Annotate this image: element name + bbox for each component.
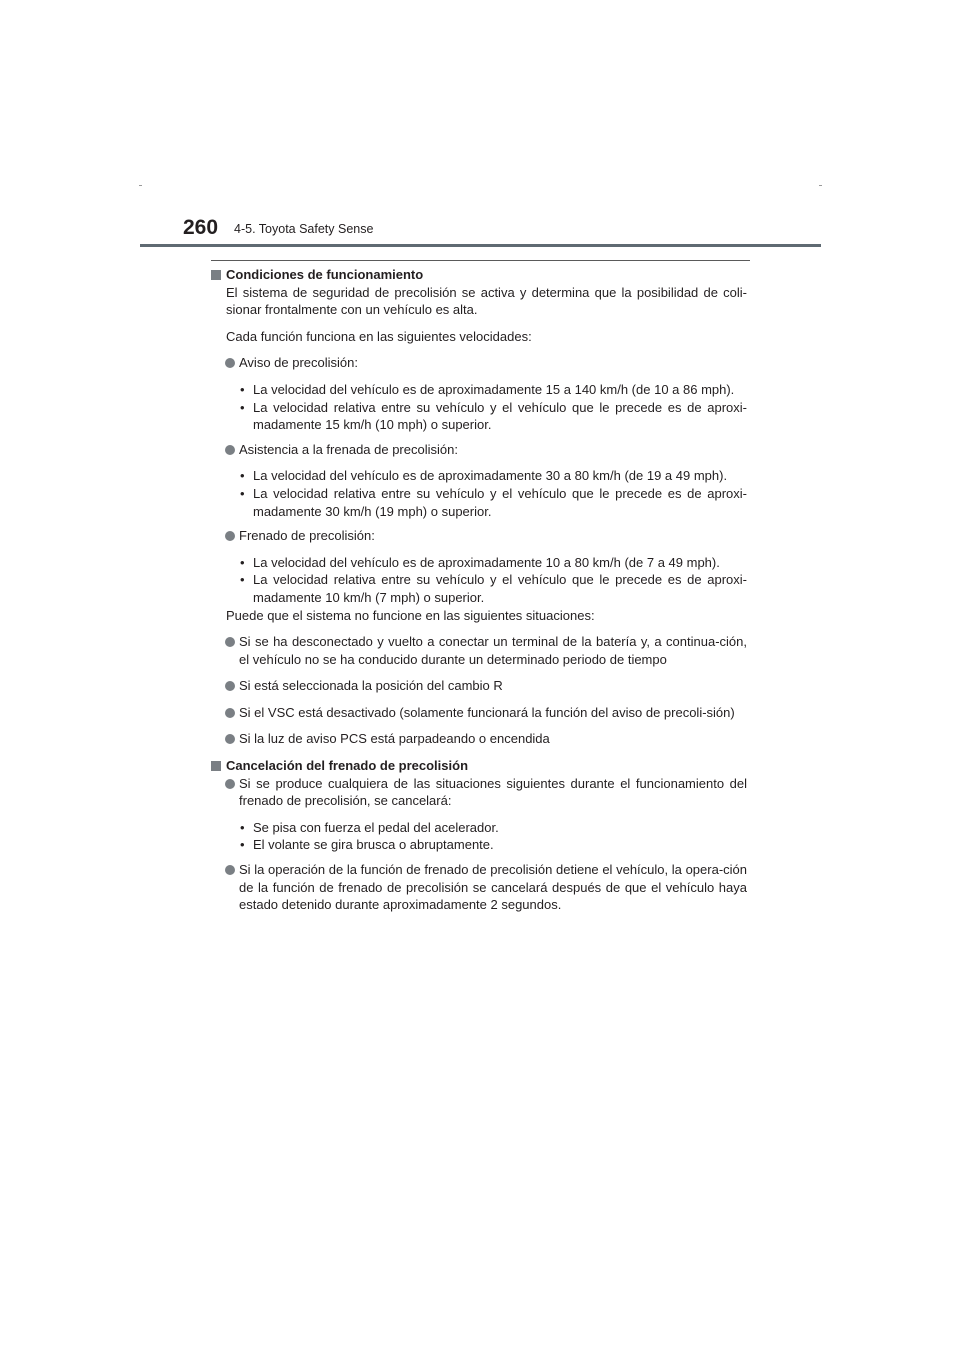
list-item <box>211 633 747 668</box>
circle-bullet-icon <box>225 779 235 789</box>
square-bullet-icon <box>211 761 221 771</box>
list-item-text: Si la operación de la función de frenado de precolisión detiene el vehículo, la opera-ción de la función de frenado de precolisión se cancelará después de que el vehículo haya estado detenido durante aproximadamente 2 segundos. <box>239 862 747 913</box>
list-item <box>211 527 747 545</box>
sub-list <box>211 381 747 434</box>
circle-bullet-icon <box>225 637 235 647</box>
sub-list <box>211 819 747 854</box>
sub-list <box>211 554 747 607</box>
circle-bullet-icon <box>225 358 235 368</box>
list-item <box>211 354 747 372</box>
content-rule <box>211 260 750 261</box>
circle-bullet-icon <box>225 445 235 455</box>
section-heading-text: Cancelación del frenado de precolisión <box>226 758 469 774</box>
sub-list-item: • La velocidad del vehículo es de aproximadamente 15 a 140 km/h (de 10 a 86 mph). <box>240 381 735 397</box>
circle-bullet-icon <box>225 681 235 691</box>
sub-list <box>211 467 747 520</box>
paragraph: Cada función funciona en las siguientes velocidades: <box>226 328 532 344</box>
crop-mark-right <box>819 185 822 186</box>
list-item <box>211 441 747 459</box>
page-number: 260 <box>183 216 219 239</box>
list-item <box>211 677 747 695</box>
paragraph: Puede que el sistema no funcione en las siguientes situaciones: <box>226 607 595 623</box>
section-heading-text: Condiciones de funcionamiento <box>226 267 424 282</box>
circle-bullet-icon <box>225 708 235 718</box>
list-item-text: Si se produce cualquiera de las situaciones siguientes durante el funcionamiento del frenado de precolisión, se cancelará: <box>239 775 747 809</box>
list-item-text: Aviso de precolisión: <box>239 355 358 371</box>
sub-list-item: • El volante se gira brusca o abruptamente. <box>240 837 494 853</box>
list-item <box>211 704 747 722</box>
sub-list-item: • La velocidad relativa entre su vehículo y el vehículo que le precede es de aproxi-madamente 15 km/h (10 mph) o superior. <box>240 399 747 433</box>
paragraph: El sistema de seguridad de precolisión se activa y determina que la posibilidad de coli-sionar frontalmente con un vehículo es alta. <box>226 284 747 318</box>
section-heading <box>211 757 747 775</box>
section-heading <box>211 266 747 284</box>
list-item-text: Si la luz de aviso PCS está parpadeando o encendida <box>239 731 550 747</box>
circle-bullet-icon <box>225 531 235 541</box>
square-bullet-icon <box>211 270 221 280</box>
chapter-title: 4-5. Toyota Safety Sense <box>234 222 374 236</box>
sub-list-item: • La velocidad relativa entre su vehículo y el vehículo que le precede es de aproxi-madamente 10 km/h (7 mph) o superior. <box>240 572 747 605</box>
circle-bullet-icon <box>225 734 235 744</box>
list-item-text: Frenado de precolisión: <box>239 528 375 544</box>
list-item <box>211 861 747 914</box>
list-item-text: Si el VSC está desactivado (solamente funcionará la función del aviso de precoli-sión) <box>239 704 735 720</box>
sub-list-item: • La velocidad relativa entre su vehículo y el vehículo que le precede es de aproxi-madamente 30 km/h (19 mph) o superior. <box>240 485 747 519</box>
header-rule <box>140 244 821 247</box>
list-item-text: Si se ha desconectado y vuelto a conectar un terminal de la batería y, a continua-ción, el vehículo no se ha conducido durante un determinado periodo de tiempo <box>239 634 747 667</box>
list-item <box>211 730 747 748</box>
sub-list-item: • La velocidad del vehículo es de aproximadamente 30 a 80 km/h (de 19 a 49 mph). <box>240 468 728 484</box>
crop-mark-left <box>139 185 142 186</box>
sub-list-item: • Se pisa con fuerza el pedal del acelerador. <box>240 819 499 835</box>
circle-bullet-icon <box>225 865 235 875</box>
list-item-text: Si está seleccionada la posición del cambio R <box>239 678 503 694</box>
list-item <box>211 775 747 810</box>
page-content <box>211 266 747 923</box>
list-item-text: Asistencia a la frenada de precolisión: <box>239 441 458 457</box>
sub-list-item: • La velocidad del vehículo es de aproximadamente 10 a 80 km/h (de 7 a 49 mph). <box>240 554 720 570</box>
